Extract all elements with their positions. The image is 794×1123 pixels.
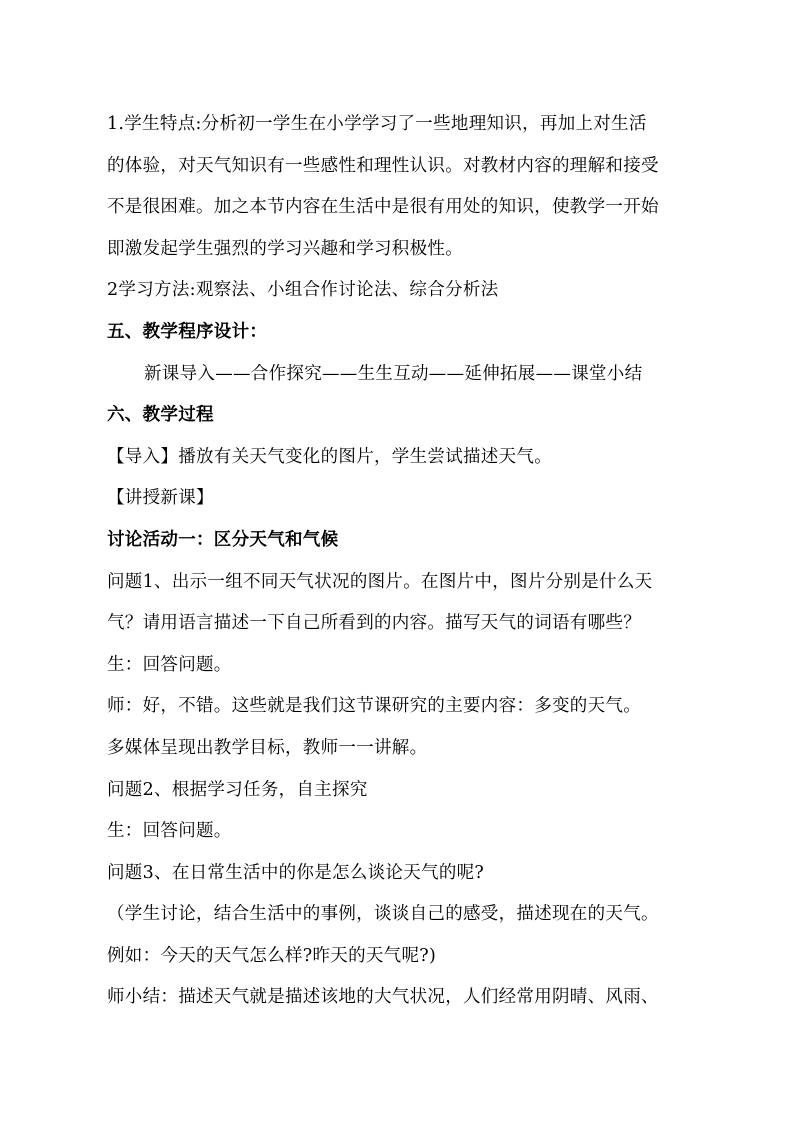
paragraph-line: 不是很困难。加之本节内容在生活中是很有用处的知识，使教学一开始	[107, 197, 659, 218]
document-body	[107, 104, 697, 1019]
activity-heading: 讨论活动一：区分天气和气候	[107, 529, 339, 550]
paragraph-line: 问题2、根据学习任务，自主探究	[107, 779, 368, 800]
paragraph-line: 生：回答问题。	[107, 821, 232, 842]
program-flow-line: 新课导入——合作探究——生生互动——延伸拓展——课堂小结	[144, 363, 643, 384]
paragraph-line: 多媒体呈现出教学目标，教师一一讲解。	[107, 737, 428, 758]
paragraph-line: 气？请用语言描述一下自己所看到的内容。描写天气的词语有哪些？	[107, 613, 641, 634]
section-heading: 五、教学程序设计：	[107, 321, 268, 342]
paragraph-line: 即激发起学生强烈的学习兴趣和学习积极性。	[107, 238, 463, 259]
paragraph-line: 【讲授新课】	[107, 488, 214, 509]
paragraph-line: （学生讨论，结合生活中的事例，谈谈自己的感受，描述现在的天气。	[107, 904, 659, 925]
paragraph-line: 的体验，对天气知识有一些感性和理性认识。对教材内容的理解和接受	[107, 155, 659, 176]
paragraph-line: 师小结：描述天气就是描述该地的大气状况，人们经常用阴晴、风雨、	[107, 987, 659, 1008]
paragraph-line: 例如：今天的天气怎么样?昨天的天气呢?)	[107, 945, 437, 966]
paragraph-line: 生：回答问题。	[107, 654, 232, 675]
paragraph-line: 1.学生特点:分析初一学生在小学学习了一些地理知识，再加上对生活	[107, 114, 647, 134]
paragraph-line: 2学习方法:观察法、小组合作讨论法、综合分析法	[107, 280, 499, 301]
paragraph-line: 师：好，不错。这些就是我们这节课研究的主要内容：多变的天气。	[107, 696, 641, 717]
section-heading: 六、教学过程	[107, 405, 214, 426]
paragraph-line: 【导入】播放有关天气变化的图片，学生尝试描述天气。	[107, 446, 552, 467]
paragraph-line: 问题1、出示一组不同天气状况的图片。在图片中，图片分别是什么天	[107, 571, 653, 592]
paragraph-line: 问题3、在日常生活中的你是怎么谈论天气的呢?	[107, 862, 485, 883]
